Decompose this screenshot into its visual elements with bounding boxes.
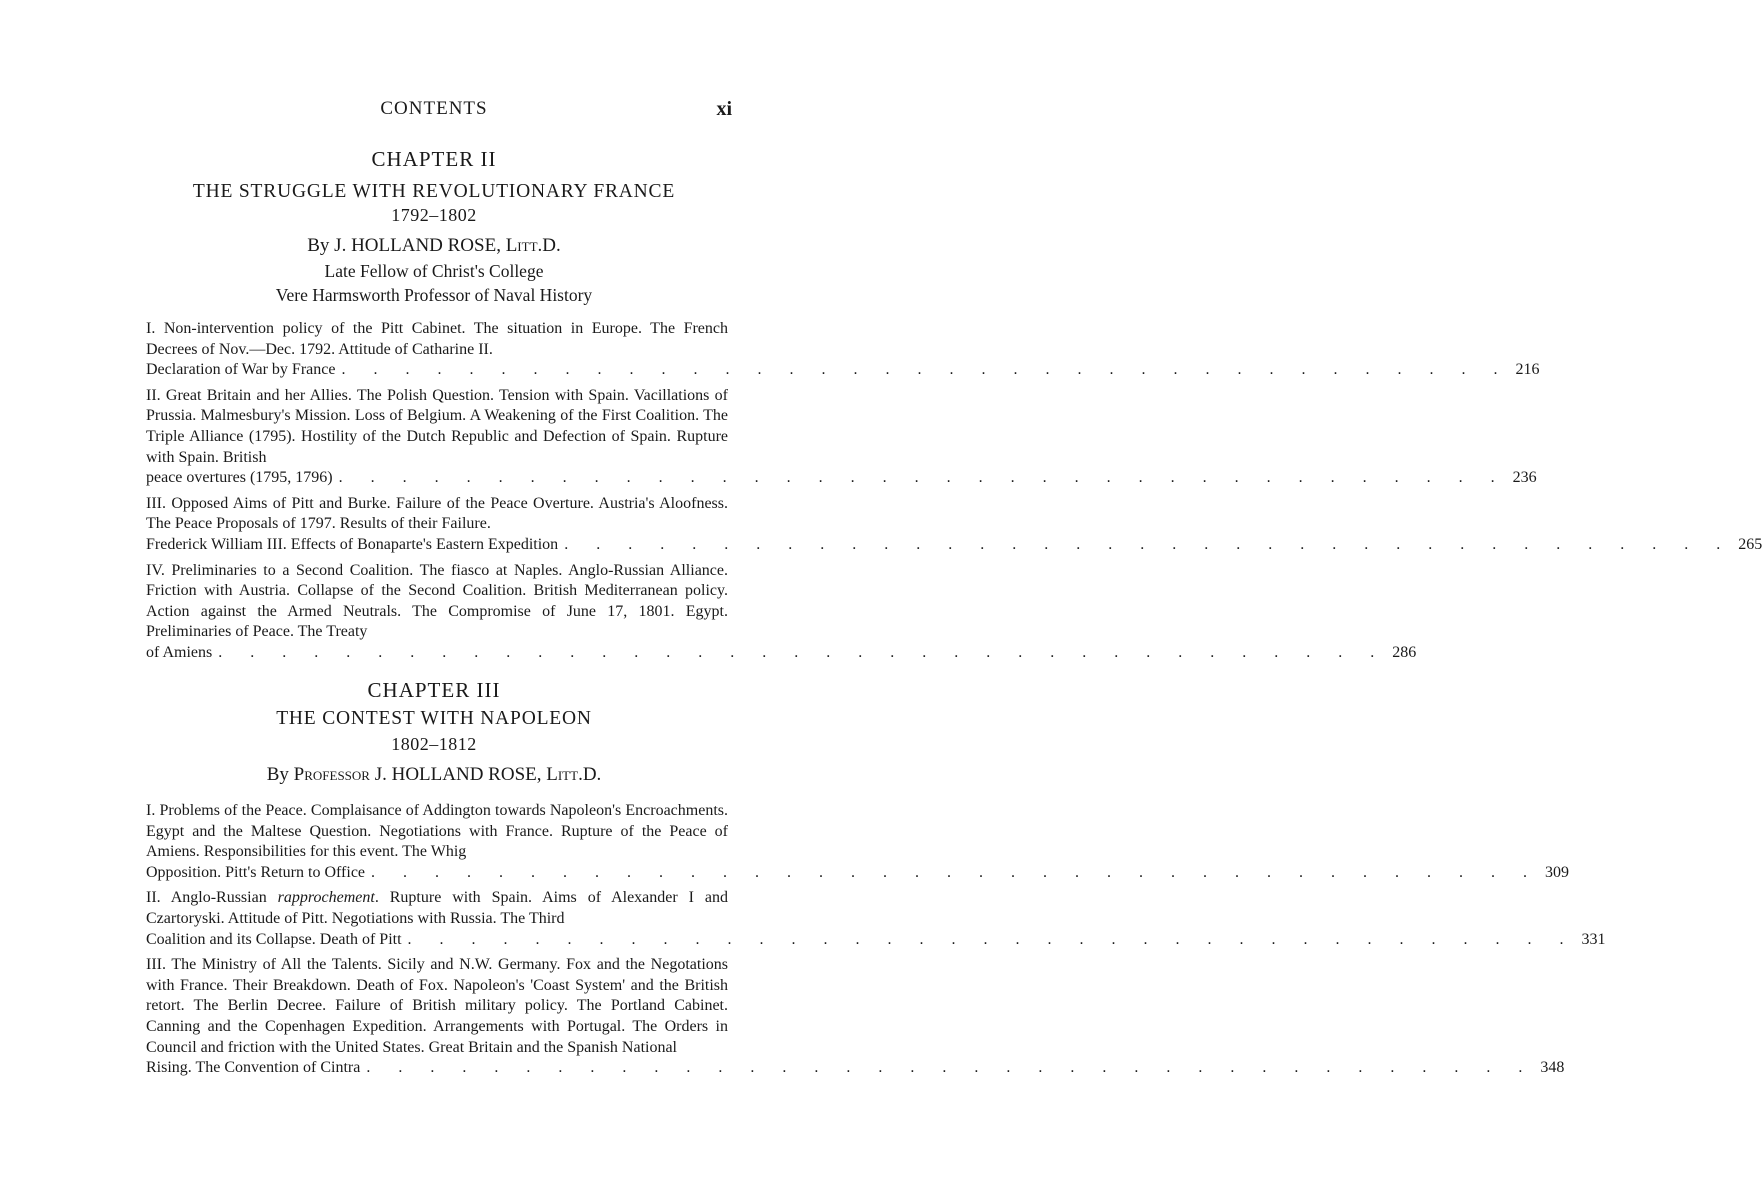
- entry-text-italic: rapprochement: [277, 889, 375, 907]
- toc-entry: [146, 801, 1570, 883]
- entry-text: III. The Ministry of All the Talents. Sicily and N.W. Germany. Fox and the Negotations with France. Their Breakdown. Death of Fox. Napoleon's 'Coast System' and the British retort. The Berlin Decree. Failure of British military policy. The Portland Cabinet. Canning and the Copenhagen Expedition. Arrangements with Portugal. The Orders in Council and friction with the United States. Great Britain and the Spanish National: [146, 956, 728, 1056]
- author-by: By: [266, 764, 294, 785]
- author-affiliation-2: Vere Harmsworth Professor of Naval History: [275, 285, 593, 305]
- leader-dots: . . . . . . . . . . . . . . . . . . . . . . . . . . . . . . . . . . . . .: [341, 361, 1510, 379]
- entry-last-line: [146, 468, 1537, 489]
- entry-text-end: of Amiens: [146, 643, 213, 661]
- chapter-number: CHAPTER III: [367, 678, 501, 702]
- entry-page: 265: [1738, 535, 1762, 553]
- entry-text-end: Rising. The Convention of Cintra: [146, 1059, 361, 1077]
- chapter-years: 1802–1812: [391, 734, 477, 754]
- chapter-author: [0, 235, 868, 261]
- leader-dots: . . . . . . . . . . . . . . . . . . . . . . . . . . . . . . . . . . . . .: [371, 863, 1540, 881]
- entry-page: 216: [1515, 361, 1540, 379]
- author-name: By J. HOLLAND ROSE,: [307, 235, 506, 256]
- author-degree: Litt.D.: [505, 235, 561, 256]
- entry-text: III. Opposed Aims of Pitt and Burke. Failure of the Peace Overture. Austria's Aloofness. The Peace Proposals of 1797. Results of their Failure.: [146, 494, 728, 533]
- entry-text-a: II. Anglo-Russian: [146, 889, 278, 907]
- chapter-2-sections: [146, 319, 1762, 669]
- chapter-title: THE STRUGGLE WITH REVOLUTIONARY FRANCE: [192, 181, 676, 202]
- running-title: CONTENTS: [380, 98, 488, 119]
- entry-last-line: [146, 360, 1540, 381]
- entry-last-line: [146, 1058, 1565, 1079]
- leader-dots: . . . . . . . . . . . . . . . . . . . . . . . . . . . . . . . . . . . . .: [338, 469, 1507, 487]
- entry-last-line: [146, 863, 1570, 884]
- toc-entry: [146, 319, 1540, 381]
- chapter-years: 1792–1802: [391, 205, 477, 225]
- entry-text-end: Coalition and its Collapse. Death of Pitt: [146, 930, 402, 948]
- entry-text: I. Non-intervention policy of the Pitt Cabinet. The situation in Europe. The French Decrees of Nov.—Dec. 1792. Attitude of Catharine II.: [146, 320, 728, 358]
- chapter-title: THE CONTEST WITH NAPOLEON: [276, 708, 592, 729]
- leader-dots: . . . . . . . . . . . . . . . . . . . . . . . . . . . . . . . . . . . . .: [564, 535, 1733, 553]
- entry-text: I. Problems of the Peace. Complaisance of Addington towards Napoleon's Encroachments. Egypt and the Maltese Question. Negotiations with France. Rupture of the Peace of Amiens. Responsibilities for this event. The Whig: [146, 802, 728, 861]
- chapter-2-heading: [0, 147, 868, 309]
- entry-text-end: Opposition. Pitt's Return to Office: [146, 863, 366, 881]
- entry-text: II. Great Britain and her Allies. The Polish Question. Tension with Spain. Vacillations of Prussia. Malmesbury's Mission. Loss of Belgium. A Weakening of the First Coalition. The Triple Alliance (1795). Hostility of the Dutch Republic and Defection of Spain. Rupture with Spain. British: [146, 386, 728, 466]
- chapter-3-heading: [0, 678, 868, 790]
- toc-entry: [146, 494, 1762, 556]
- entry-page: 236: [1512, 469, 1537, 487]
- entry-text-b: . Rupture with Spain. Aims of Alexander I and Czartoryski. Attitude of Pitt. Negotiations with Russia. The Third: [146, 889, 728, 927]
- entry-last-line: [146, 930, 1606, 951]
- leader-dots: . . . . . . . . . . . . . . . . . . . . . . . . . . . . . . . . . . . . .: [366, 1059, 1535, 1077]
- author-degree: Litt.D.: [546, 764, 602, 785]
- entry-page: 286: [1392, 643, 1417, 661]
- author-name: J. HOLLAND ROSE,: [369, 764, 547, 785]
- toc-entry: [146, 561, 1417, 664]
- entry-text: IV. Preliminaries to a Second Coalition. The fiasco at Naples. Anglo-Russian Alliance. Friction with Austria. Collapse of the Second Coalition. British Mediterranean policy. Action against the Armed Neutrals. The Compromise of June 17, 1801. Egypt. Preliminaries of Peace. The Treaty: [146, 561, 728, 641]
- entry-last-line: [146, 643, 1417, 664]
- author-title: Professor: [293, 764, 370, 785]
- entry-page: 348: [1540, 1059, 1565, 1077]
- page-number: xi: [716, 98, 732, 120]
- entry-text-end: peace overtures (1795, 1796): [146, 469, 333, 487]
- leader-dots: . . . . . . . . . . . . . . . . . . . . . . . . . . . . . . . . . . . . .: [218, 643, 1387, 661]
- author-affiliation-1: Late Fellow of Christ's College: [324, 261, 544, 281]
- running-head: [0, 98, 840, 122]
- leader-dots: . . . . . . . . . . . . . . . . . . . . . . . . . . . . . . . . . . . . .: [407, 930, 1576, 948]
- toc-entry: [146, 386, 1537, 489]
- entry-last-line: [146, 535, 1762, 556]
- entry-text: [146, 889, 728, 927]
- entry-text-end: Frederick William III. Effects of Bonaparte's Eastern Expedition: [146, 535, 559, 553]
- chapter-number: CHAPTER II: [371, 147, 497, 171]
- entry-page: 309: [1545, 863, 1570, 881]
- chapter-3-sections: [146, 801, 1606, 1084]
- toc-entry: [146, 955, 1565, 1079]
- chapter-author: [0, 764, 868, 790]
- entry-text-end: Declaration of War by France: [146, 361, 336, 379]
- toc-entry: [146, 888, 1606, 950]
- entry-page: 331: [1581, 930, 1606, 948]
